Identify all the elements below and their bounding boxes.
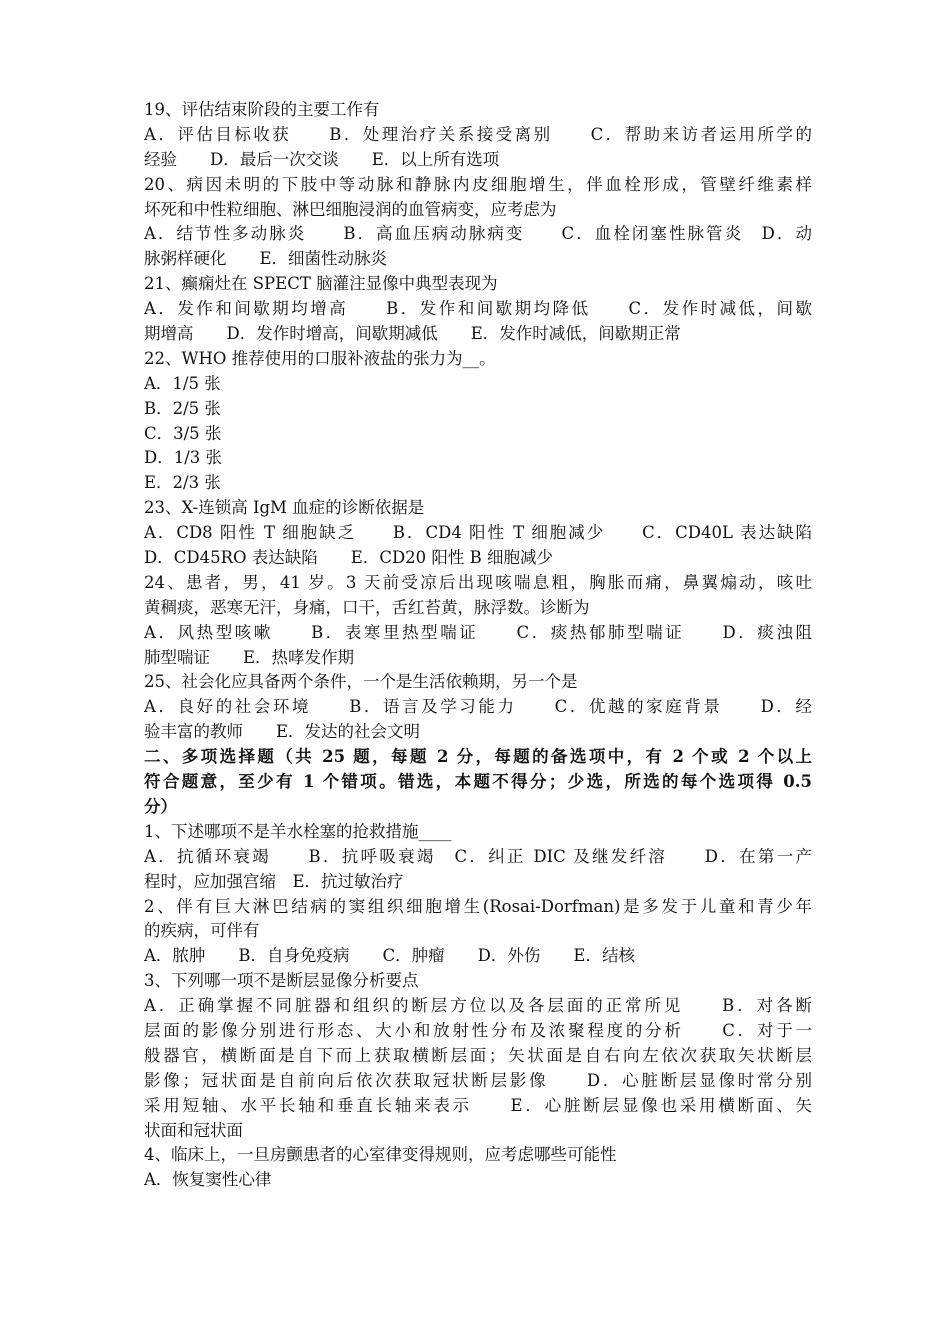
- text-line: 层面的影像分别进行形态、大小和放射性分布及浓聚程度的分析 C．对于一: [144, 1020, 812, 1040]
- text-line: 25、社会化应具备两个条件，一个是生活依赖期，另一个是: [144, 672, 578, 692]
- text-line: 符合题意，至少有 1 个错项。错选，本题不得分；少选，所选的每个选项得 0.5: [144, 772, 812, 792]
- document-page: [144, 98, 812, 1193]
- text-line: B．2/5 张: [144, 398, 221, 418]
- text-line: 19、评估结束阶段的主要工作有: [144, 100, 380, 119]
- text-line: A．评估目标收获 B．处理治疗关系接受离别 C．帮助来访者运用所学的: [144, 124, 812, 144]
- text-line: E．2/3 张: [144, 473, 221, 493]
- text-line: D．1/3 张: [144, 448, 223, 468]
- text-line: 期增高 D．发作时增高，间歇期减低 E．发作时减低，间歇期正常: [144, 324, 681, 344]
- text-line: 3、下列哪一项不是断层显像分析要点: [144, 971, 419, 991]
- text-line: A．结节性多动脉炎 B．高血压病动脉病变 C．血栓闭塞性脉管炎 D．动: [144, 224, 812, 244]
- text-line: 程时，应加强宫缩 E．抗过敏治疗: [144, 871, 404, 891]
- text-line: 采用短轴、水平长轴和垂直长轴来表示 E．心脏断层显像也采用横断面、矢: [144, 1095, 812, 1115]
- text-line: 肺型喘证 E．热哮发作期: [144, 647, 355, 667]
- text-line: 4、临床上，一旦房颤患者的心室律变得规则，应考虑哪些可能性: [144, 1145, 617, 1165]
- text-line: A．正确掌握不同脏器和组织的断层方位以及各层面的正常所见 B．对各断: [144, 996, 812, 1016]
- text-line: 黄稠痰，恶寒无汗，身痛，口干，舌红苔黄，脉浮数。诊断为: [144, 597, 590, 617]
- text-line: A．发作和间歇期均增高 B．发作和间歇期均降低 C．发作时减低，间歇: [144, 299, 812, 319]
- text-line: 24、患者，男，41 岁。3 天前受凉后出现咳喘息粗，胸胀而痛，鼻翼煽动，咳吐: [144, 572, 812, 592]
- text-line: 的疾病，可伴有: [144, 921, 260, 941]
- text-line: 经验 D．最后一次交谈 E．以上所有选项: [144, 149, 500, 169]
- text-line: 脉粥样硬化 E．细菌性动脉炎: [144, 249, 388, 269]
- text-line: A．脓肿 B．自身免疫病 C．肿瘤 D．外伤 E．结核: [144, 946, 635, 966]
- text-line: A．风热型咳嗽 B．表寒里热型喘证 C．痰热郁肺型喘证 D．痰浊阻: [144, 622, 812, 642]
- text-line: A．抗循环衰竭 B．抗呼吸衰竭 C．纠正 DIC 及继发纤溶 D．在第一产: [144, 846, 812, 866]
- text-line: 分）: [144, 796, 177, 816]
- text-line: D．CD45RO 表达缺陷 E．CD20 阳性 B 细胞减少: [144, 548, 554, 568]
- text-line: 22、WHO 推荐使用的口服补液盐的张力为__。: [144, 348, 496, 368]
- text-line: A．良好的社会环境 B．语言及学习能力 C．优越的家庭背景 D．经: [144, 697, 812, 717]
- text-line: 20、病因未明的下肢中等动脉和静脉内皮细胞增生，伴血栓形成，管壁纤维素样: [144, 174, 812, 194]
- text-line: A．CD8 阳性 T 细胞缺乏 B．CD4 阳性 T 细胞减少 C．CD40L 表达缺陷: [144, 523, 812, 543]
- text-line: 验丰富的教师 E．发达的社会文明: [144, 722, 421, 742]
- text-line: A．1/5 张: [144, 373, 221, 393]
- text-line: C．3/5 张: [144, 423, 222, 443]
- text-line: 影像；冠状面是自前向后依次获取冠状断层影像 D．心脏断层显像时常分别: [144, 1070, 812, 1090]
- text-line: 状面和冠状面: [144, 1120, 243, 1140]
- text-line: 2、伴有巨大淋巴结病的窦组织细胞增生(Rosai-Dorfman)是多发于儿童和青少年: [144, 896, 812, 916]
- text-line: 二、多项选择题（共 25 题，每题 2 分，每题的备选项中，有 2 个或 2 个以上: [144, 747, 812, 767]
- text-line: 般器官，横断面是自下而上获取横断层面；矢状面是自右向左依次获取矢状断层: [144, 1045, 812, 1065]
- text-line: 21、癫痫灶在 SPECT 脑灌注显像中典型表现为: [144, 274, 498, 294]
- text-line: 23、X-连锁高 IgM 血症的诊断依据是: [144, 498, 425, 518]
- text-line: 坏死和中性粒细胞、淋巴细胞浸润的血管病变，应考虑为: [144, 199, 557, 219]
- text-line: A．恢复窦性心律: [144, 1170, 272, 1190]
- text-line: 1、下述哪项不是羊水栓塞的抢救措施____: [144, 821, 452, 841]
